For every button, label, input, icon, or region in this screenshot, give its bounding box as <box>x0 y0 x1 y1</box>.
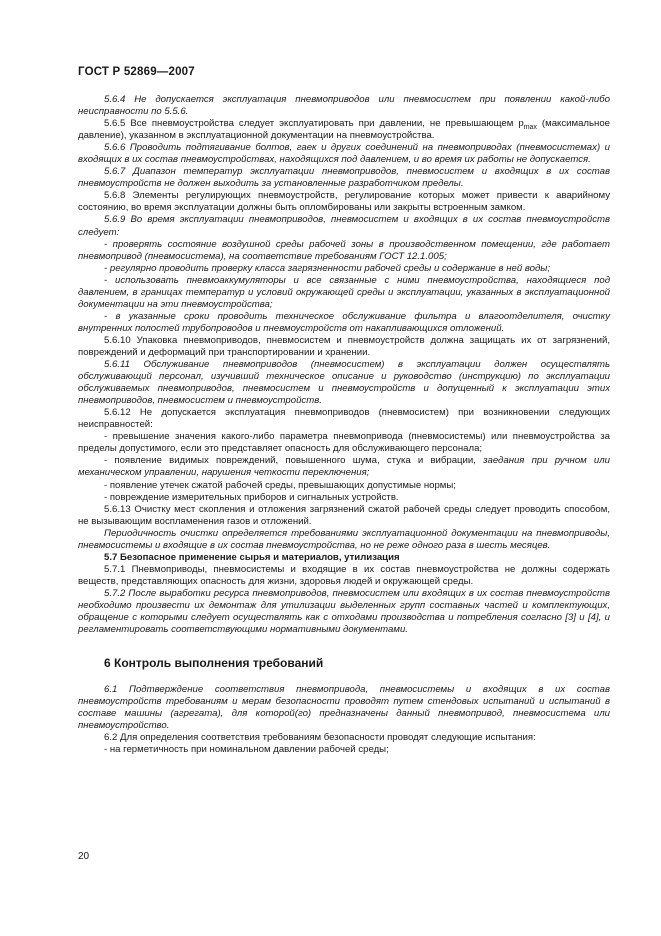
section-heading-6: 6 Контроль выполнения требований <box>104 656 324 671</box>
paragraph-5-6-12: 5.6.12 Не допускается эксплуатация пневмоприводов (пневмосистем) при возникновении следующих неисправностей: <box>78 407 610 431</box>
list-item: - использовать пневмоаккумуляторы и все связанные с ними пневмоустройства, находящиеся под давлением, в границах температур и условий окружающей среды и эксплуатации, указанных в эксплуатационной документации на эти пневмоустройства; <box>78 274 610 310</box>
paragraph-6-2: 6.2 Для определения соответствия требованиям безопасности проводят следующие испытания: <box>104 732 536 744</box>
paragraph-5-6-4: 5.6.4 Не допускается эксплуатация пневмоприводов или пневмосистем при появлении какой-либо неисправности по 5.5.6. <box>78 94 610 118</box>
paragraph-6-1: 6.1 Подтверждение соответствия пневмопривода, пневмосистемы и входящих в их состав пневмоустройств требованиям и мерам безопасности проводят путем стендовых испытаний и испытаний в составе машины (агрегата), для которой(го) предназначены данный пневмопривод, пневмосистема или пневмоустройство. <box>78 684 610 732</box>
paragraph-5-6-8: 5.6.8 Элементы регулирующих пневмоустройств, регулирование которых может привести к аварийному состоянию, во время эксплуатации должны быть опломбированы или закрыты встроенным замком. <box>78 190 610 214</box>
list-item: - появление видимых повреждений, повышенного шума, стука и вибрации, заедания при ручном или механическом управлении, нарушения четкости переключения; <box>78 455 611 479</box>
page-number: 20 <box>78 851 90 862</box>
subsection-heading-5-7: 5.7 Безопасное применение сырья и материалов, утилизация <box>104 551 400 563</box>
paragraph-5-6-7: 5.6.7 Диапазон температур эксплуатации пневмоприводов, пневмосистем и входящих в их состав пневмоустройств не должен выходить за установленные разработчиком пределы. <box>78 166 610 190</box>
document-body <box>78 94 610 756</box>
paragraph-5-6-10: 5.6.10 Упаковка пневмоприводов, пневмосистем и пневмоустройств должна защищать их от загрязнений, повреждений и деформаций при транспортировании и хранении. <box>78 334 610 358</box>
paragraph-5-6-6: 5.6.6 Проводить подтягивание болтов, гаек и других соединений на пневмоприводах (пневмосистемах) и входящих в их состав пневмоустройствах, находящихся под давлением, и во время их работы не допускается. <box>78 142 610 166</box>
list-item: - проверять состояние воздушной среды рабочей зоны в производственном помещении, где работает пневмопривод (пневмосистема), на соответствие требованиям ГОСТ 12.1.005; <box>78 238 610 262</box>
paragraph-5-7-2: 5.7.2 После выработки ресурса пневмоприводов, пневмосистем или входящих в их состав пневмоустройств необходимо произвести их демонтаж для утилизации выделенных групп составных частей и комплектующих, обращение с которыми следует осуществлять как с отходами производства и потребления согласно [3] и [4], и регламентировать соответствующими нормативными документами. <box>78 587 610 636</box>
list-item: - регулярно проводить проверку класса загрязненности рабочей среды и содержание в ней воды; <box>104 262 551 274</box>
paragraph-5-6-9: 5.6.9 Во время эксплуатации пневмоприводов, пневмосистем и входящих в их состав пневмоустройств следует: <box>78 214 610 238</box>
list-item: - появление утечек сжатой рабочей среды, превышающих допустимые нормы; <box>104 479 456 491</box>
paragraph-periodicity: Периодичность очистки определяется требованиями эксплуатационной документации на пневмоприводы, пневмосистемы и входящие в их состав пневмоустройства, но не реже одного раза в шесть месяцев. <box>78 527 610 551</box>
paragraph-5-6-13: 5.6.13 Очистку мест скопления и отложения загрязнений сжатой рабочей среды следует проводить способом, не вызывающим воспламенения газов и отложений. <box>78 503 610 527</box>
list-item: - на герметичность при номинальном давлении рабочей среды; <box>104 744 389 756</box>
paragraph-5-6-5: 5.6.5 Все пневмоустройства следует эксплуатировать при давлении, не превышающем $p_{max}$ (максимальное давление), указанном в эксплуатационной документации на пневмоустройства. <box>78 118 610 142</box>
page-header: ГОСТ Р 52869—2007 <box>78 66 195 78</box>
paragraph-5-6-11: 5.6.11 Обслуживание пневмоприводов (пневмосистем) в эксплуатации должен осуществлять обслуживающий персонал, изучивший техническое описание и руководство (инструкцию) по эксплуатации обслуживаемых пневмоприводов, пневмосистем и пневмоустройств и допущенный к эксплуатации этих пневмоприводов, пневмосистем и пневмоустройств. <box>78 359 610 407</box>
pmax-subscript: max <box>523 124 537 131</box>
list-item: - повреждение измерительных приборов и сигнальных устройств. <box>104 491 399 503</box>
list-item: - превышение значения какого-либо параметра пневмопривода (пневмосистемы) или пневмоустройства за пределы допустимого, если это представляет опасность для обслуживающего персонала; <box>78 431 610 455</box>
list-item: - в указанные сроки проводить техническое обслуживание фильтра и влагоотделителя, очистку внутренних полостей трубопроводов и пневмоустройств от накапливающихся отложений. <box>78 310 610 334</box>
paragraph-5-7-1: 5.7.1 Пневмоприводы, пневмосистемы и входящие в их состав пневмоустройства не должны содержать веществ, представляющих опасность для жизни, здоровья людей и окружающей среды. <box>78 563 610 587</box>
